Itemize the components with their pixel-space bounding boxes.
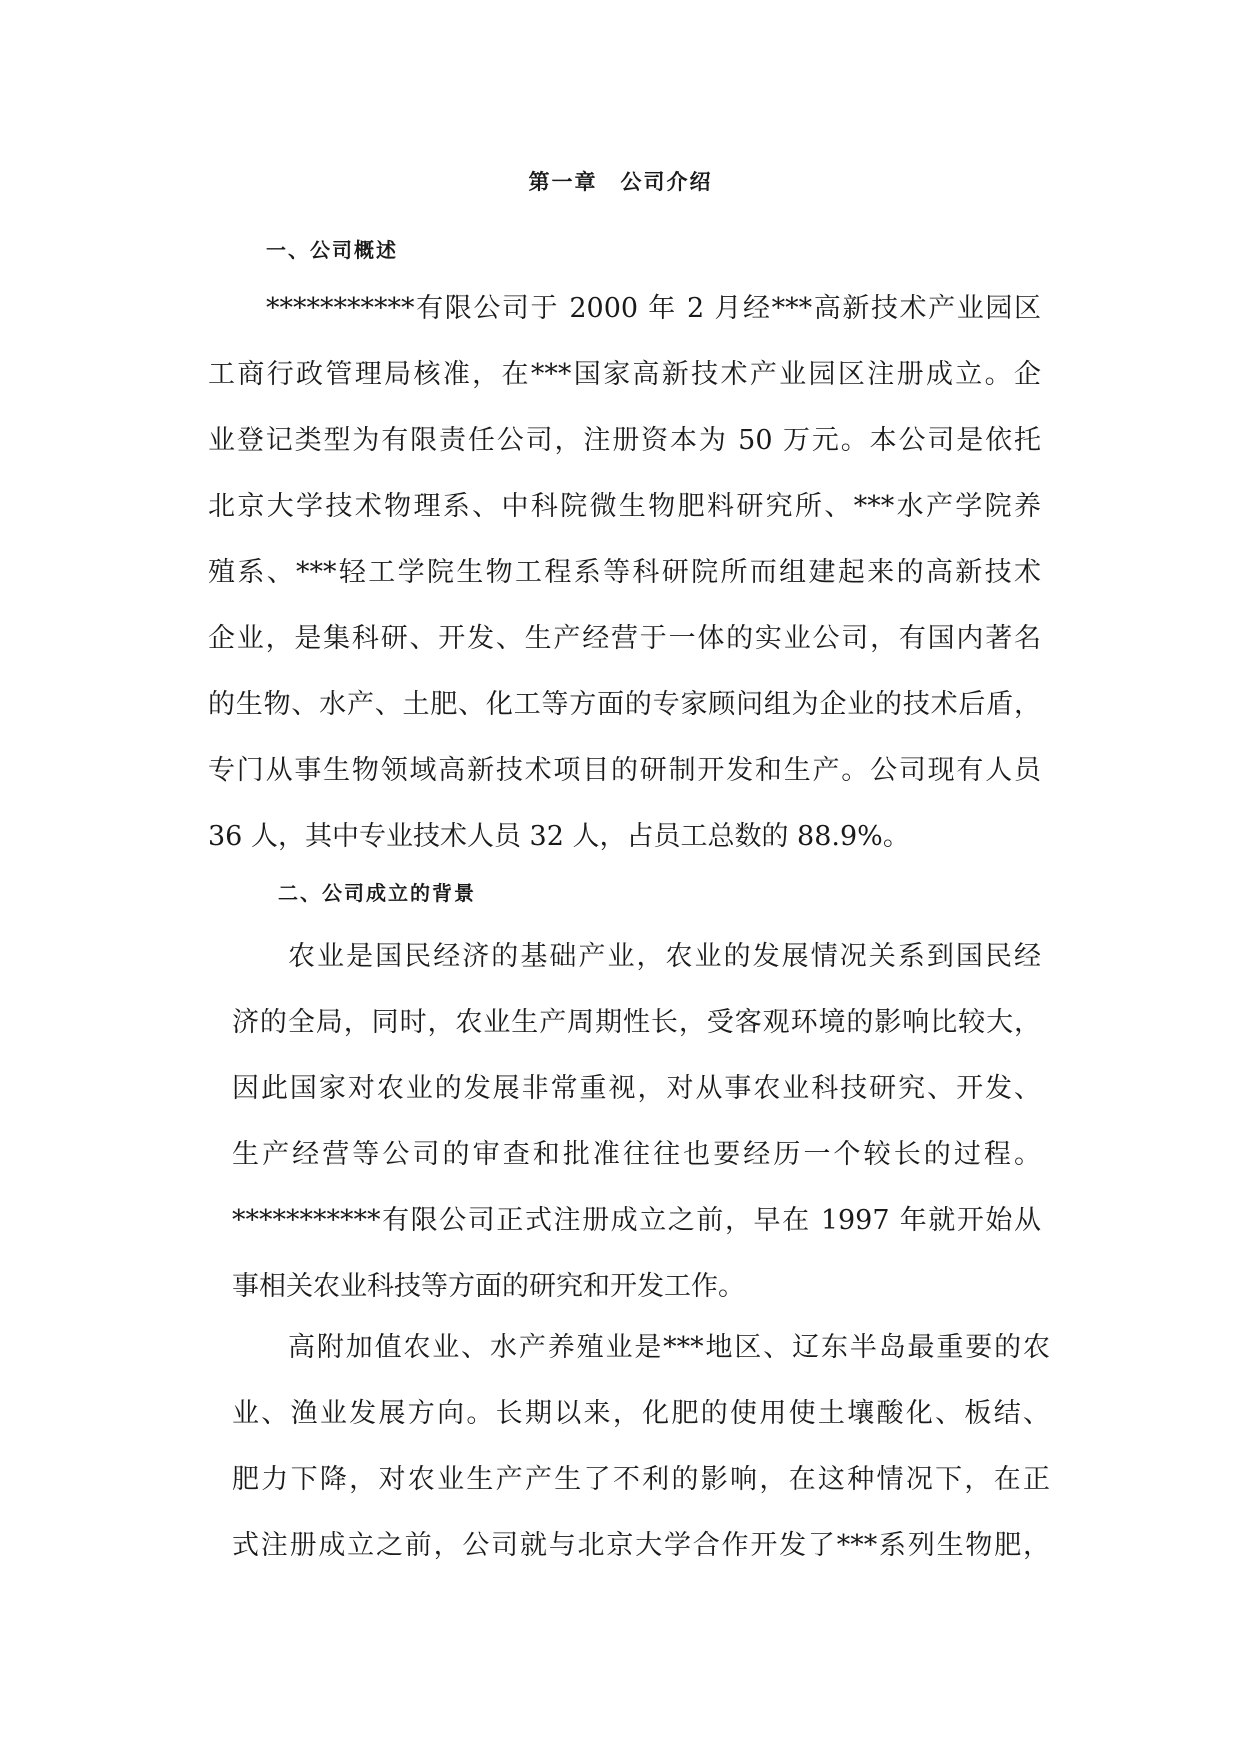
text-line: 企业，是集科研、开发、生产经营于一体的实业公司，有国内著名 [208,623,1041,654]
section-heading-background: 二、公司成立的背景 [278,881,476,905]
background-paragraph-1 [232,924,1041,1320]
text-line: 济的全局，同时，农业生产周期性长，受客观环境的影响比较大， [232,1007,1041,1038]
text-line: 农业是国民经济的基础产业，农业的发展情况关系到国民经 [288,941,1041,972]
overview-paragraph [208,276,1041,870]
section-heading-overview: 一、公司概述 [266,238,398,262]
text-line: 肥力下降，对农业生产产生了不利的影响，在这种情况下，在正 [232,1464,1050,1495]
text-line: 高附加值农业、水产养殖业是***地区、辽东半岛最重要的农 [288,1332,1050,1363]
background-paragraph-2 [232,1315,1050,1579]
text-line: ***********有限公司正式注册成立之前，早在 1997 年就开始从 [232,1205,1041,1236]
text-line: 北京大学技术物理系、中科院微生物肥料研究所、***水产学院养 [208,491,1041,522]
text-line: 的生物、水产、土肥、化工等方面的专家顾问组为企业的技术后盾， [208,689,1041,720]
text-line: 36 人，其中专业技术人员 32 人，占员工总数的 88.9%。 [208,821,910,852]
text-line: ***********有限公司于 2000 年 2 月经***高新技术产业园区 [266,293,1041,324]
chapter-title: 第一章 公司介绍 [528,170,713,194]
text-line: 殖系、***轻工学院生物工程系等科研院所而组建起来的高新技术 [208,557,1041,588]
text-line: 业、渔业发展方向。长期以来，化肥的使用使土壤酸化、板结、 [232,1398,1050,1429]
text-line: 工商行政管理局核准，在***国家高新技术产业园区注册成立。企 [208,359,1041,390]
text-line: 式注册成立之前，公司就与北京大学合作开发了***系列生物肥， [232,1530,1050,1561]
text-line: 业登记类型为有限责任公司，注册资本为 50 万元。本公司是依托 [208,425,1041,456]
text-line: 因此国家对农业的发展非常重视，对从事农业科技研究、开发、 [232,1073,1041,1104]
text-line: 专门从事生物领域高新技术项目的研制开发和生产。公司现有人员 [208,755,1041,786]
text-line: 事相关农业科技等方面的研究和开发工作。 [232,1271,745,1302]
text-line: 生产经营等公司的审查和批准往往也要经历一个较长的过程。 [232,1139,1041,1170]
